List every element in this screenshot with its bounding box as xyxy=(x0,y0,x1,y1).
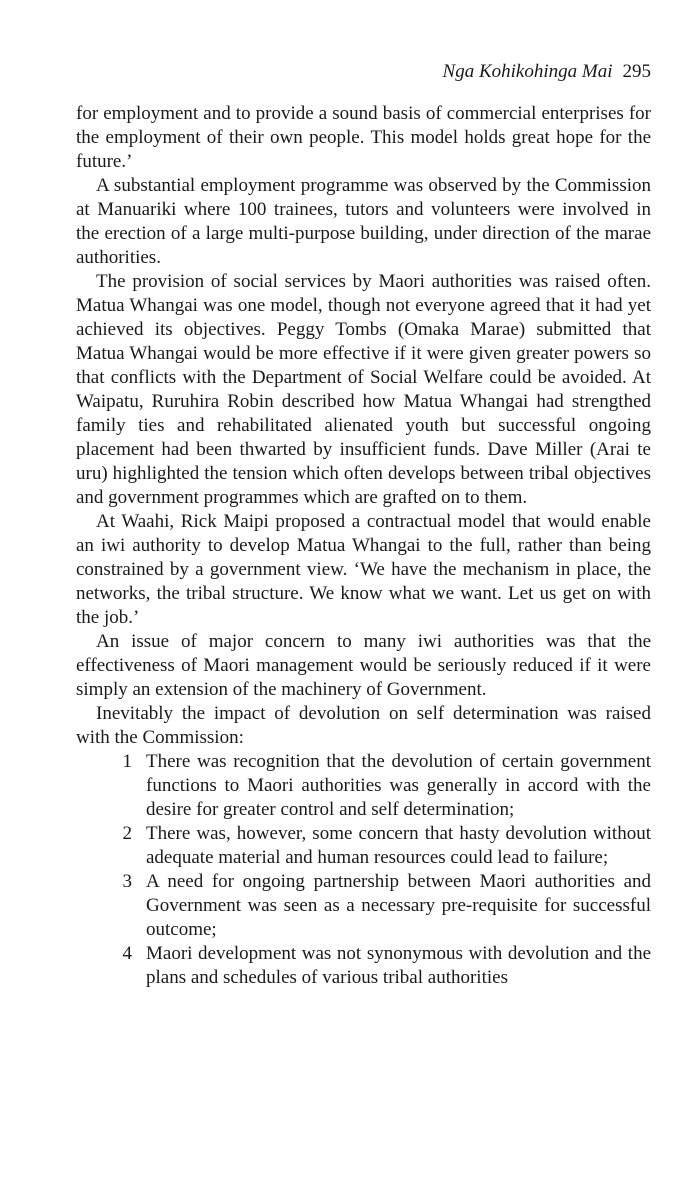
paragraph-waahi: At Waahi, Rick Maipi proposed a contractual model that would enable an iwi authority to develop Matua Whangai to the full, rather than being constrained by a government view. ‘We have the mechanism in place, the networks, the tribal structure. We know what we want. Let us get on with the job.’ xyxy=(76,511,651,628)
list-item-text: There was recognition that the devolution of certain government functions to Maori authorities was generally in accord with the desire for greater control and self determination; xyxy=(146,751,651,820)
list-item-number: 4 xyxy=(122,943,132,964)
running-head xyxy=(443,60,651,84)
page-number: 295 xyxy=(622,61,651,82)
paragraph-major-concern: An issue of major concern to many iwi authorities was that the effectiveness of Maori management would be seriously reduced if it were simply an extension of the machinery of Government. xyxy=(76,631,651,700)
devolution-points-list xyxy=(76,750,651,990)
list-item-text: There was, however, some concern that hasty devolution without adequate material and human resources could lead to failure; xyxy=(146,823,651,868)
list-item xyxy=(76,870,651,942)
paragraph-devolution-intro: Inevitably the impact of devolution on self determination was raised with the Commission: xyxy=(76,703,651,748)
list-item-number: 2 xyxy=(122,823,132,844)
list-item xyxy=(76,822,651,870)
list-item xyxy=(76,942,651,990)
list-item-text: A need for ongoing partnership between Maori authorities and Government was seen as a necessary pre-requisite for successful outcome; xyxy=(146,871,651,940)
list-item-number: 1 xyxy=(122,751,132,772)
body-text xyxy=(76,102,651,990)
paragraph-manuariki: A substantial employment programme was observed by the Commission at Manuariki where 100 trainees, tutors and volunteers were involved in the erection of a large multi-purpose building, under direction of the marae authorities. xyxy=(76,175,651,268)
list-item xyxy=(76,750,651,822)
running-head-title: Nga Kohikohinga Mai xyxy=(442,61,613,82)
paragraph-continuation: for employment and to provide a sound basis of commercial enterprises for the employment of their own people. This model holds great hope for the future.’ xyxy=(76,103,651,172)
paragraph-social-services: The provision of social services by Maori authorities was raised often. Matua Whangai was one model, though not everyone agreed that it had yet achieved its objectives. Peggy Tombs (Omaka Marae) submitted that Matua Whangai would be more effective if it were given greater powers so that conflicts with the Department of Social Welfare could be avoided. At Waipatu, Ruruhira Robin described how Matua Whangai had strengthed family ties and rehabilitated alienated youth but successful ongoing placement had been thwarted by insufficient funds. Dave Miller (Arai te uru) highlighted the tension which often develops between tribal objectives and government programmes which are grafted on to them. xyxy=(76,271,651,508)
list-item-text: Maori development was not synonymous with devolution and the plans and schedules of various tribal authorities xyxy=(146,943,651,988)
list-item-number: 3 xyxy=(122,871,132,892)
